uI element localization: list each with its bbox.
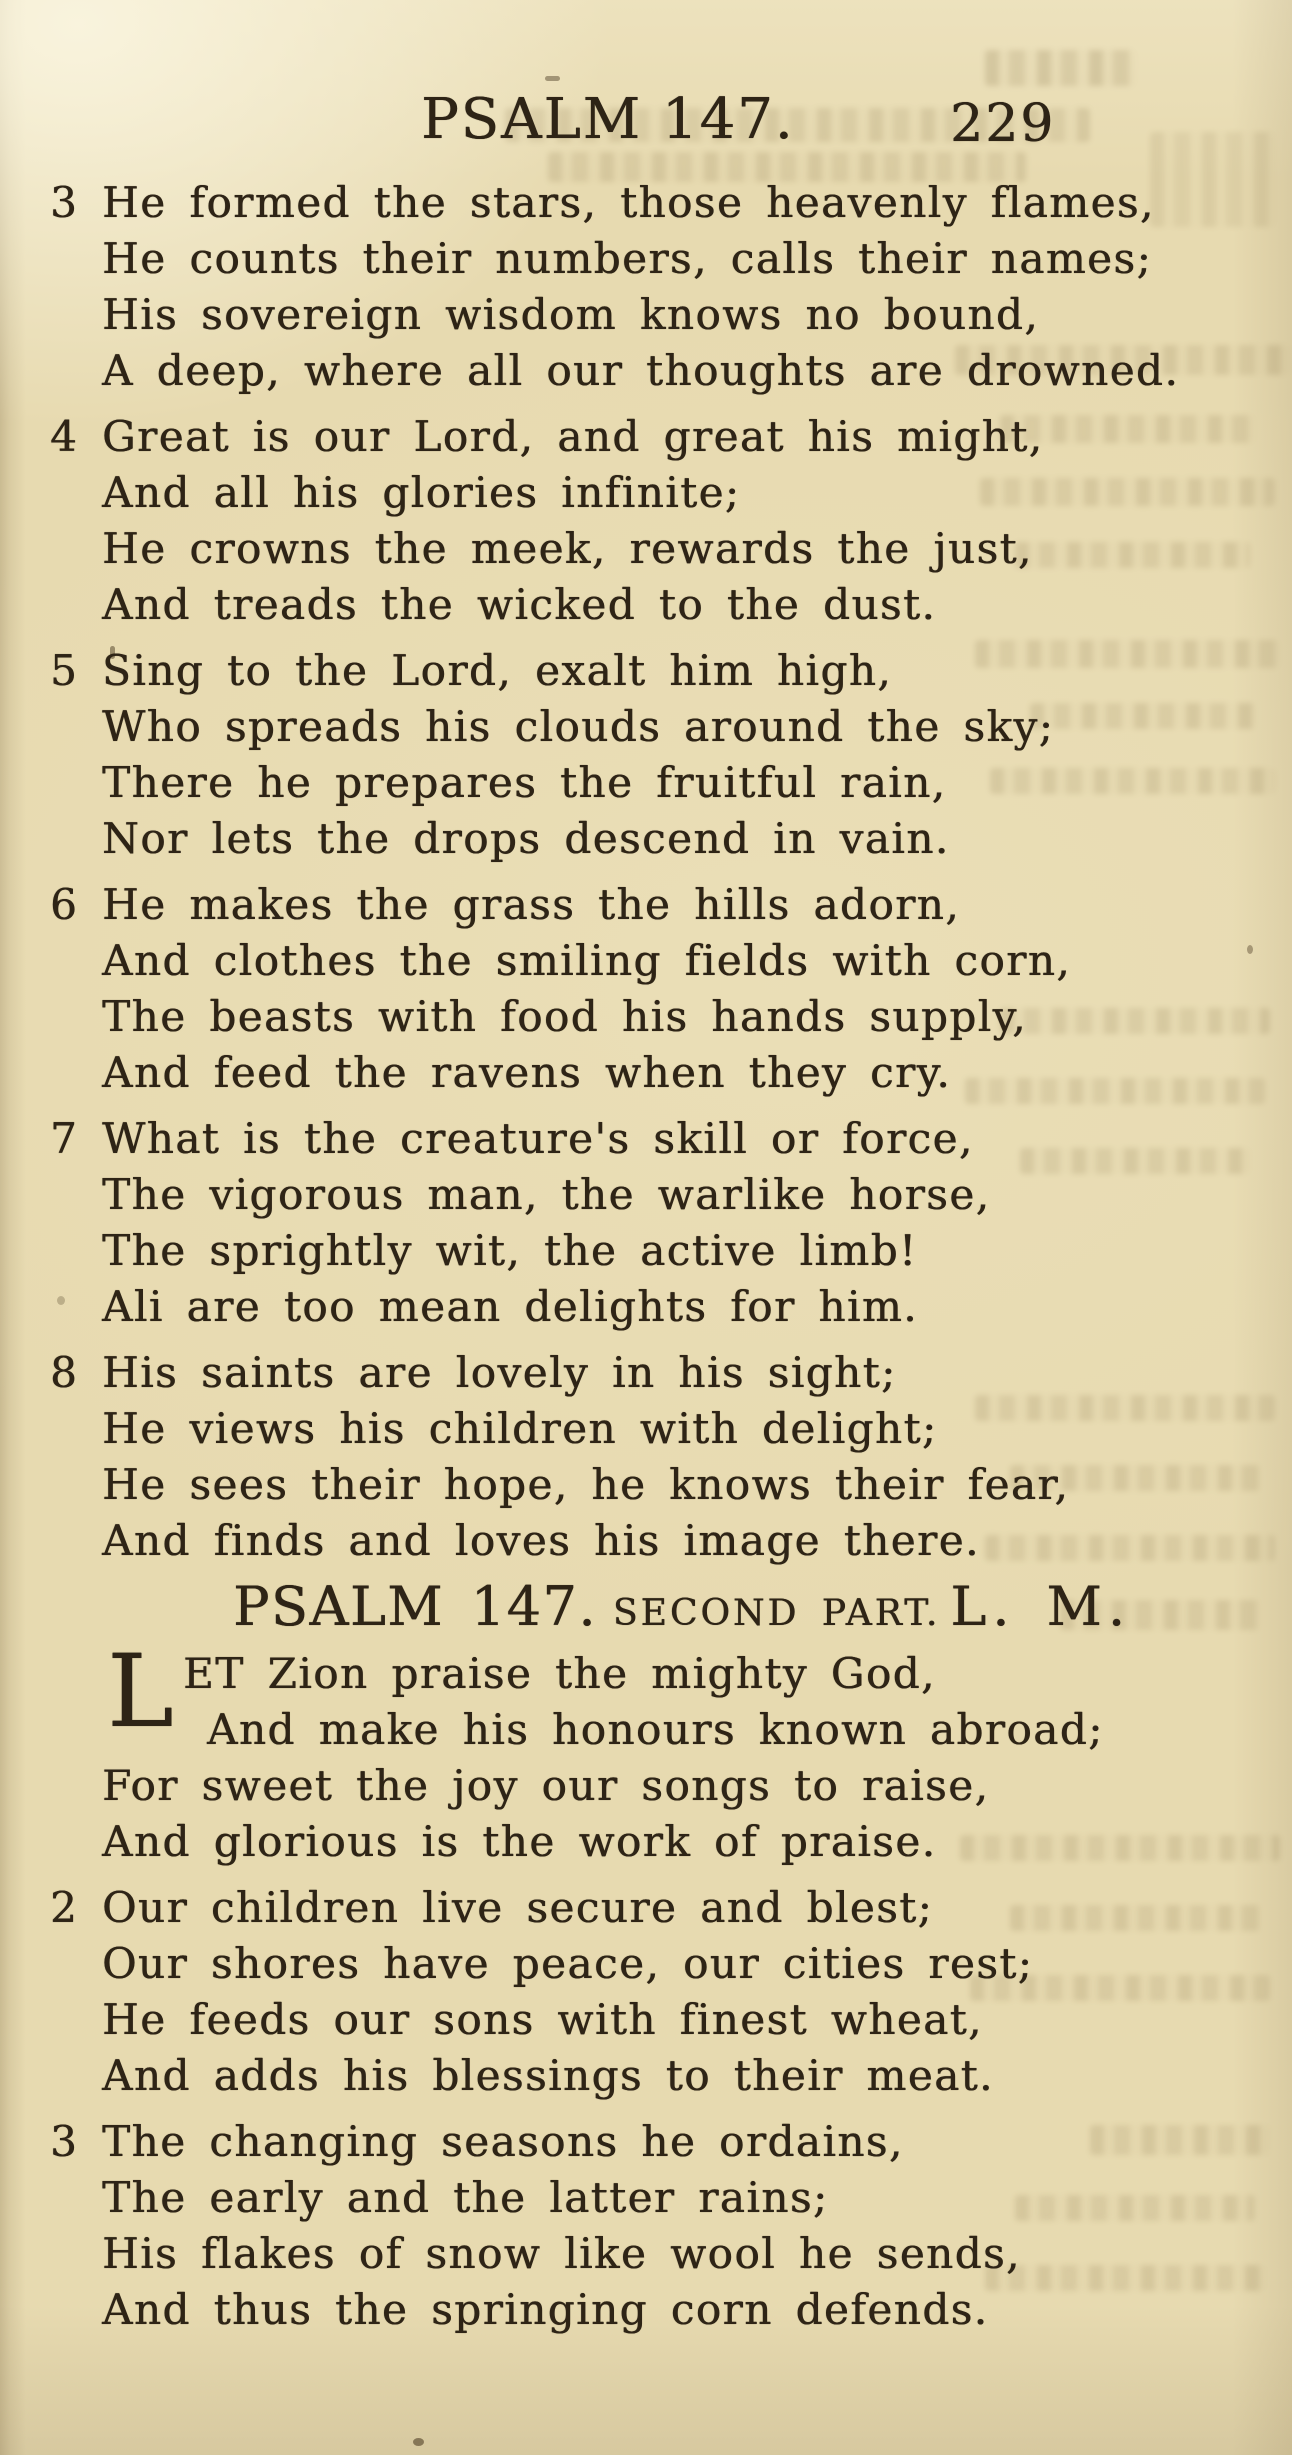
verse-number: 8 — [50, 1348, 79, 1397]
paper-speck — [545, 76, 560, 81]
verse — [50, 1111, 1210, 1335]
verse-line: And glorious is the work of praise. — [102, 1817, 937, 1866]
verse — [50, 1345, 1210, 1569]
verse-line: A deep, where all our thoughts are drowned. — [102, 346, 1180, 395]
verse-line: The sprightly wit, the active limb! — [102, 1226, 918, 1275]
verse-line: And make his honours known abroad; — [207, 1705, 1104, 1754]
verse-line: His flakes of snow like wool he sends, — [102, 2229, 1021, 2278]
verse-line: He counts their numbers, calls their names; — [102, 234, 1153, 283]
verse-number: 4 — [50, 412, 79, 461]
paper-speck — [1247, 945, 1253, 954]
verse-number: 7 — [50, 1114, 79, 1163]
verse-number: 3 — [50, 178, 79, 227]
paper-speck — [413, 2438, 424, 2446]
verse-line: He makes the grass the hills adorn, — [102, 880, 961, 929]
verse-line: Sing to the Lord, exalt him high, — [102, 646, 893, 695]
verse — [50, 1633, 1210, 1870]
verse-number: 5 — [50, 646, 79, 695]
verse-line: ET Zion praise the mighty God, — [183, 1649, 936, 1698]
page-number: 229 — [950, 94, 1056, 154]
verse-line: For sweet the joy our songs to raise, — [102, 1761, 990, 1810]
heading-psalm: PSALM 147. — [233, 1575, 597, 1638]
verse-number: 3 — [50, 2117, 79, 2166]
verse-line: And feed the ravens when they cry. — [102, 1048, 952, 1097]
verse-line: Our shores have peace, our cities rest; — [102, 1939, 1034, 1988]
verse-line: What is the creature's skill or force, — [102, 1114, 974, 1163]
psalm-147-second-part-verses — [50, 1633, 1210, 2338]
verse-line: Great is our Lord, and great his might, — [102, 412, 1044, 461]
verse-line: And adds his blessings to their meat. — [102, 2051, 994, 2100]
verse-line: Ali are too mean delights for him. — [102, 1282, 919, 1331]
verse-line: The changing seasons he ordains, — [102, 2117, 904, 2166]
verse-line: The beasts with food his hands supply, — [102, 992, 1028, 1041]
verse-line: His sovereign wisdom knows no bound, — [102, 290, 1040, 339]
verse-line: He formed the stars, those heavenly flames, — [102, 178, 1155, 227]
page-title: PSALM 147. — [421, 87, 795, 152]
verse-line: The vigorous man, the warlike horse, — [102, 1170, 991, 1219]
verse — [50, 1880, 1210, 2104]
heading-meter: L. M. — [950, 1575, 1131, 1638]
verse — [50, 643, 1210, 867]
verse-line: He views his children with delight; — [102, 1404, 938, 1453]
verse-line: And finds and loves his image there. — [102, 1516, 980, 1565]
verse — [50, 409, 1210, 633]
verse-line: He sees their hope, he knows their fear, — [102, 1460, 1070, 1509]
verse — [50, 877, 1210, 1101]
verse-line: Nor lets the drops descend in vain. — [102, 814, 950, 863]
verse-line: The early and the latter rains; — [102, 2173, 829, 2222]
psalm-147-first-part-verses — [50, 175, 1210, 1569]
verse-line: Our children live secure and blest; — [102, 1883, 934, 1932]
verse-line: And clothes the smiling fields with corn, — [102, 936, 1072, 985]
verse-line: His saints are lovely in his sight; — [102, 1348, 897, 1397]
verse-number: 6 — [50, 880, 79, 929]
verse-line: Who spreads his clouds around the sky; — [102, 702, 1055, 751]
verse-line: And thus the springing corn defends. — [102, 2285, 989, 2334]
drop-cap: L — [107, 1633, 175, 1750]
verse-line: He crowns the meek, rewards the just, — [102, 524, 1033, 573]
verse-line: And all his glories infinite; — [102, 468, 741, 517]
heading-part-label: SECOND PART. — [612, 1593, 941, 1634]
verse — [50, 175, 1210, 399]
verse-line: He feeds our sons with finest wheat, — [102, 1995, 983, 2044]
psalm-text — [50, 175, 1210, 2348]
verse-line: And treads the wicked to the dust. — [102, 580, 937, 629]
verse-number: 2 — [50, 1883, 79, 1932]
verse — [50, 2114, 1210, 2338]
second-part-heading — [50, 1575, 1210, 1642]
show-through-ghost — [985, 50, 1135, 86]
verse-line: There he prepares the fruitful rain, — [102, 758, 947, 807]
